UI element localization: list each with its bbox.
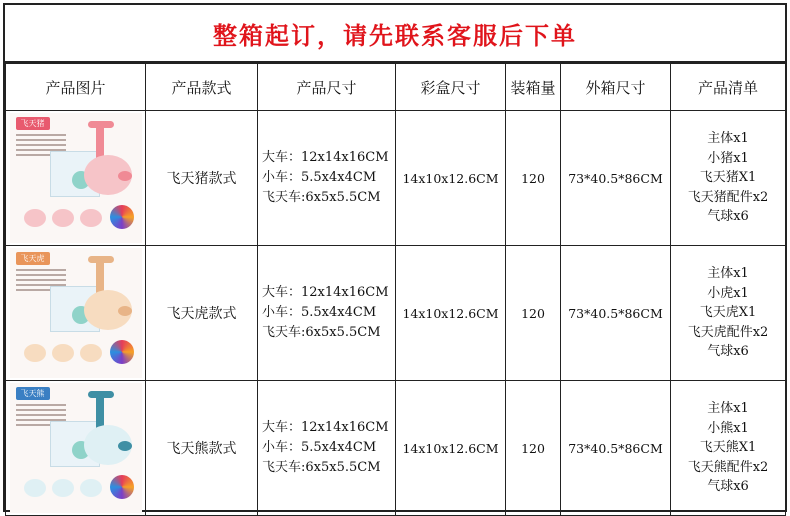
product-style: 飞天猪款式 bbox=[146, 111, 258, 246]
product-image-cell bbox=[6, 381, 146, 516]
header-image: 产品图片 bbox=[6, 64, 146, 111]
small-car-shape bbox=[24, 209, 46, 227]
balloon-bundle-shape bbox=[110, 475, 134, 499]
balloon-bundle-shape bbox=[110, 205, 134, 229]
header-color-box-size: 彩盒尺寸 bbox=[396, 64, 506, 111]
size-large-car: 大车：12x14x16CM bbox=[262, 150, 389, 165]
product-image-captions bbox=[16, 370, 136, 374]
product-list-item: 小猪x1 bbox=[707, 150, 749, 166]
small-car-shape bbox=[52, 209, 74, 227]
size-large-car: 大车：12x14x16CM bbox=[262, 420, 389, 435]
outer-box-size: 73*40.5*86CM bbox=[561, 381, 671, 516]
product-list-item: 小虎x1 bbox=[707, 285, 749, 301]
product-image-cell bbox=[6, 246, 146, 381]
color-box-size: 14x10x12.6CM bbox=[396, 111, 506, 246]
size-small-car: 小车：5.5x4x4CM bbox=[262, 440, 377, 455]
animal-nose-shape bbox=[118, 306, 132, 316]
product-list-item: 飞天虎X1 bbox=[699, 305, 757, 321]
outer-box-size: 73*40.5*86CM bbox=[561, 246, 671, 381]
header-pack-qty: 装箱量 bbox=[506, 64, 561, 111]
product-image-tag: 飞天猪 bbox=[16, 117, 50, 130]
product-sizes bbox=[258, 111, 396, 246]
product-list bbox=[671, 246, 786, 381]
product-list-item: 主体x1 bbox=[707, 131, 749, 147]
product-list-item: 气球x6 bbox=[707, 479, 749, 495]
header-style: 产品款式 bbox=[146, 64, 258, 111]
product-image-cell bbox=[6, 111, 146, 246]
product-list-item: 飞天熊X1 bbox=[699, 440, 757, 456]
product-list bbox=[671, 381, 786, 516]
outer-box-size: 73*40.5*86CM bbox=[561, 111, 671, 246]
color-box-size: 14x10x12.6CM bbox=[396, 246, 506, 381]
product-style: 飞天虎款式 bbox=[146, 246, 258, 381]
product-image-tag: 飞天虎 bbox=[16, 252, 50, 265]
small-car-shape bbox=[52, 479, 74, 497]
small-car-shape bbox=[52, 344, 74, 362]
table-row bbox=[6, 111, 786, 246]
product-image-tag: 飞天熊 bbox=[16, 387, 50, 400]
product-sizes bbox=[258, 381, 396, 516]
product-list-item: 小熊x1 bbox=[707, 420, 749, 436]
table-row bbox=[6, 246, 786, 381]
color-box-size: 14x10x12.6CM bbox=[396, 381, 506, 516]
small-car-shape bbox=[24, 344, 46, 362]
size-large-car: 大车：12x14x16CM bbox=[262, 285, 389, 300]
product-list-item: 飞天熊配件x2 bbox=[687, 459, 769, 475]
size-flying-car: 飞天车:6x5x5.5CM bbox=[262, 190, 381, 205]
product-list-item: 气球x6 bbox=[707, 209, 749, 225]
product-list-item: 飞天猪X1 bbox=[699, 170, 757, 186]
order-notice-banner bbox=[5, 5, 785, 63]
size-flying-car: 飞天车:6x5x5.5CM bbox=[262, 460, 381, 475]
header-row bbox=[6, 64, 786, 111]
size-flying-car: 飞天车:6x5x5.5CM bbox=[262, 325, 381, 340]
header-product-list: 产品清单 bbox=[671, 64, 786, 111]
product-list-item: 飞天虎配件x2 bbox=[687, 324, 769, 340]
header-outer-box-size: 外箱尺寸 bbox=[561, 64, 671, 111]
header-product-size: 产品尺寸 bbox=[258, 64, 396, 111]
size-small-car: 小车：5.5x4x4CM bbox=[262, 305, 377, 320]
balloon-bundle-shape bbox=[110, 340, 134, 364]
small-car-shape bbox=[24, 479, 46, 497]
product-image-captions bbox=[16, 235, 136, 239]
small-car-shape bbox=[80, 479, 102, 497]
product-list-item: 飞天猪配件x2 bbox=[687, 189, 769, 205]
size-small-car: 小车：5.5x4x4CM bbox=[262, 170, 377, 185]
animal-nose-shape bbox=[118, 171, 132, 181]
product-list-item: 主体x1 bbox=[707, 266, 749, 282]
product-style: 飞天熊款式 bbox=[146, 381, 258, 516]
pack-quantity: 120 bbox=[506, 111, 561, 246]
product-sheet bbox=[3, 3, 787, 512]
product-image-captions bbox=[16, 505, 136, 509]
small-car-shape bbox=[80, 344, 102, 362]
product-list bbox=[671, 111, 786, 246]
product-table bbox=[5, 63, 786, 516]
product-image bbox=[10, 248, 142, 378]
animal-nose-shape bbox=[118, 441, 132, 451]
product-sizes bbox=[258, 246, 396, 381]
product-list-item: 气球x6 bbox=[707, 344, 749, 360]
product-image bbox=[10, 383, 142, 513]
product-image bbox=[10, 113, 142, 243]
pack-quantity: 120 bbox=[506, 246, 561, 381]
pack-quantity: 120 bbox=[506, 381, 561, 516]
product-list-item: 主体x1 bbox=[707, 401, 749, 417]
table-row bbox=[6, 381, 786, 516]
order-notice-text: 整箱起订，请先联系客服后下单 bbox=[213, 21, 577, 50]
small-car-shape bbox=[80, 209, 102, 227]
